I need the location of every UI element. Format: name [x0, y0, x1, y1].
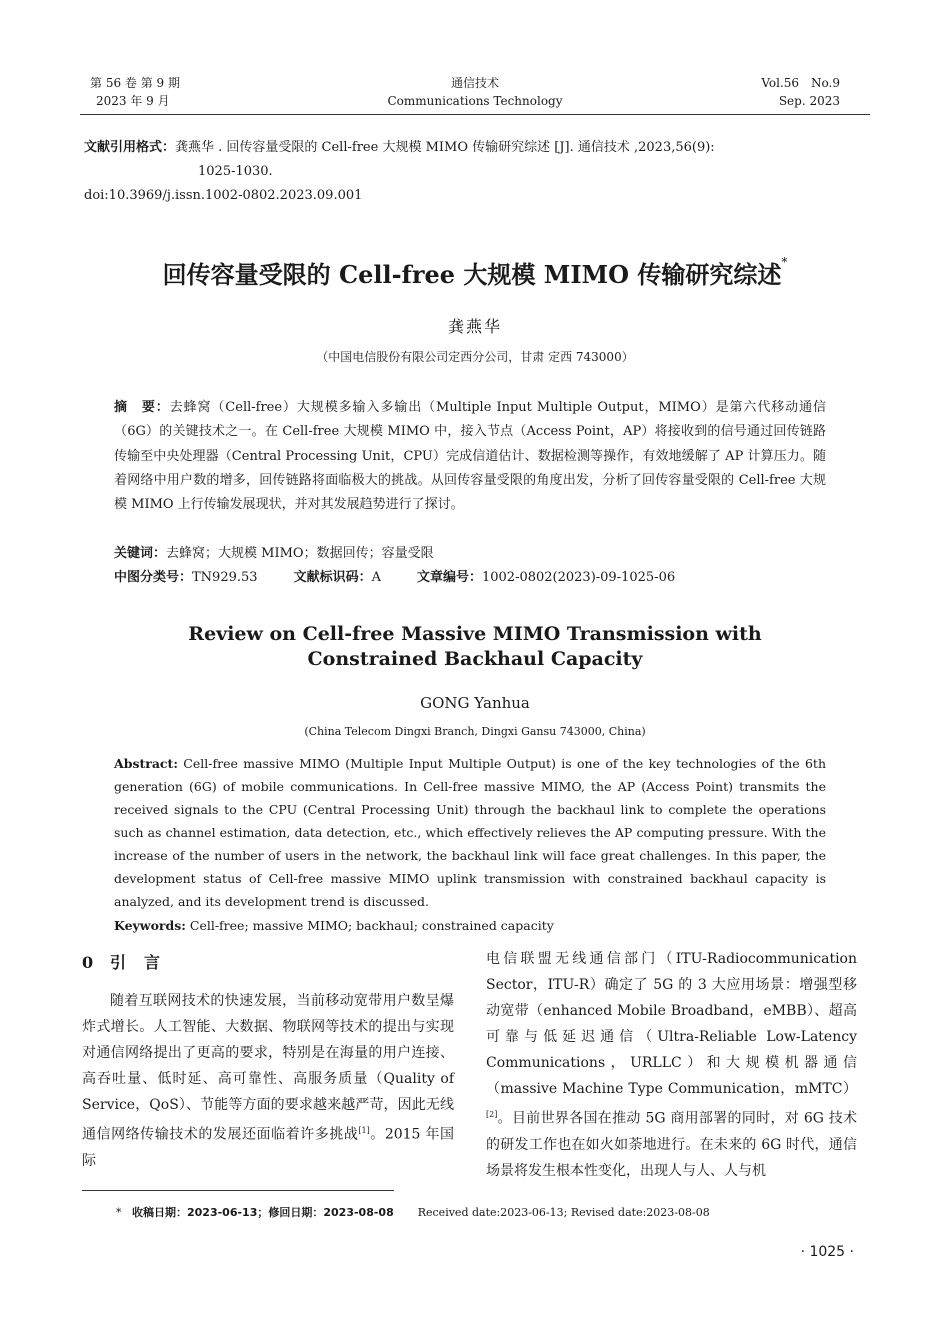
author-en: GONG Yanhua: [420, 694, 530, 712]
body-left-tail: 。2015 年国际: [82, 1126, 454, 1169]
author-zh: 龚燕华: [447, 317, 502, 336]
abstract-zh-text: 去蜂窝（Cell-free）大规模多输入多输出（Multiple Input Multiple Output，MIMO）是第六代移动通信（6G）的关键技术之一。在 Cell-free 大规模 MIMO 中，接入节点（Access Point，AP）将接收到的信号通过回传链路传输至中央处理器（Central Processing Unit，CPU）完成信道估计、数据检测等操作，有效地缓解了 AP 计算压力。随着网络中用户数的增多，回传链路将面临极大的挑战。从回传容量受限的角度出发，分析了回传容量受限的 Cell-free 大规模 MIMO 上行传输发展现状，并对其发展趋势进行了探讨。: [114, 400, 826, 513]
page-number: · 1025 ·: [800, 1244, 854, 1260]
body-left-column: [82, 988, 454, 1174]
header-divider: [80, 114, 870, 115]
body-left-text: 随着互联网技术的快速发展，当前移动宽带用户数呈爆炸式增长。人工智能、大数据、物联网等技术的提出与实现对通信网络提出了更高的要求，特别是在海量的用户连接、高吞吐量、低时延、高可靠性、高服务质量（Quality of Service，QoS）、节能等方面的要求越来越严苛，因此无线通信网络传输技术的发展还面临着许多挑战: [82, 993, 454, 1143]
abstract-en-text: Cell-free massive MIMO (Multiple Input Multiple Output) is one of the key technologies of the 6th generation (6G) of mobile communications. In Cell-free massive MIMO, the AP (Access Point) transmits the received signals to the CPU (Central Processing Unit) through the backhaul link to complete the operations such as channel estimation, data detection, etc., which effectively relieves the AP computing pressure. With the increase of the number of users in the network, the backhaul link will face great challenges. In this paper, the development status of Cell-free massive MIMO uplink transmission with constrained backhaul capacity is analyzed, and its development trend is discussed.: [114, 756, 826, 909]
article-no-label: 文章编号：: [416, 570, 482, 585]
title-en-line2: Constrained Backhaul Capacity: [307, 648, 643, 670]
citation-text: 龚燕华 . 回传容量受限的 Cell-free 大规模 MIMO 传输研究综述 [J]. 通信技术 ,2023,56(9):: [175, 140, 715, 155]
body-right-column: [486, 946, 857, 1184]
publication-month: 2023 年 9 月: [96, 94, 170, 108]
footnote-mark: *: [116, 1206, 122, 1219]
clc-value: TN929.53: [192, 570, 258, 585]
citation-block: [84, 136, 874, 208]
footnote: [116, 1204, 710, 1220]
title-en-line1: Review on Cell-free Massive MIMO Transmission with: [188, 623, 762, 645]
body-right-tail: 。目前世界各国在推动 5G 商用部署的同时，对 6G 技术的研发工作也在如火如荼地进行。在未来的 6G 时代，通信场景将发生根本性变化，出现人与人、人与机: [486, 1110, 857, 1179]
doc-code-label: 文献标识码：: [293, 570, 372, 585]
paper-title-en: [0, 622, 950, 672]
section-number: 0: [82, 953, 94, 972]
volume-issue: 第 56 卷 第 9 期: [90, 76, 180, 90]
section-heading: [82, 950, 178, 973]
citation-label: 文献引用格式：: [84, 140, 176, 155]
citation-ref-2[interactable]: [2]: [486, 1110, 498, 1119]
publication-date-en: Sep. 2023: [778, 94, 840, 108]
journal-name-zh: 通信技术: [450, 76, 499, 90]
abstract-en: [114, 752, 826, 913]
clc-label: 中图分类号：: [114, 570, 193, 585]
body-right-text: 电信联盟无线通信部门（ITU-Radiocommunication Sector，ITU-R）确定了 5G 的 3 大应用场景：增强型移动宽带（enhanced Mobile Broadband，eMBB）、超高可靠与低延迟通信（Ultra-Reliable Low-Latency Communications，URLLC）和大规模机器通信（massive Machine Type Communication，mMTC）: [486, 951, 857, 1097]
keywords-en-label: Keywords:: [114, 918, 186, 933]
article-no-value: 1002-0802(2023)-09-1025-06: [481, 570, 676, 585]
affiliation-en: (China Telecom Dingxi Branch, Dingxi Gansu 743000, China): [304, 725, 646, 738]
abstract-zh: [114, 396, 826, 517]
citation-pages: 1025-1030.: [198, 164, 273, 179]
doi[interactable]: doi:10.3969/j.issn.1002-0802.2023.09.001: [84, 188, 363, 203]
abstract-en-label: Abstract:: [114, 756, 178, 771]
paper-title-zh: [0, 255, 950, 290]
keywords-en: [114, 914, 826, 937]
title-zh-text: 回传容量受限的 Cell-free 大规模 MIMO 传输研究综述: [162, 260, 782, 289]
title-footnote-mark[interactable]: *: [781, 255, 788, 269]
volume-issue-en: Vol.56 No.9: [761, 76, 840, 90]
footnote-dates-zh: 收稿日期：2023-06-13；修回日期：2023-08-08: [132, 1206, 394, 1219]
keywords-zh-text: 去蜂窝；大规模 MIMO；数据回传；容量受限: [166, 546, 434, 561]
affiliation-zh: （中国电信股份有限公司定西分公司，甘肃 定西 743000）: [316, 350, 634, 364]
footnote-dates-en: Received date:2023-06-13; Revised date:2023-08-08: [417, 1206, 710, 1219]
abstract-zh-label: 摘 要：: [114, 400, 170, 415]
footnote-divider: [82, 1190, 394, 1191]
citation-ref-1[interactable]: [1]: [358, 1126, 370, 1135]
journal-name-en: Communications Technology: [387, 94, 563, 108]
doc-code-value: A: [371, 570, 381, 585]
keywords-en-text: Cell-free; massive MIMO; backhaul; constrained capacity: [189, 918, 554, 933]
section-title: 引言: [110, 953, 179, 972]
keywords-zh: [114, 542, 826, 566]
header-right: [761, 74, 840, 110]
classification-line: [114, 566, 826, 590]
keywords-zh-label: 关键词：: [114, 546, 167, 561]
